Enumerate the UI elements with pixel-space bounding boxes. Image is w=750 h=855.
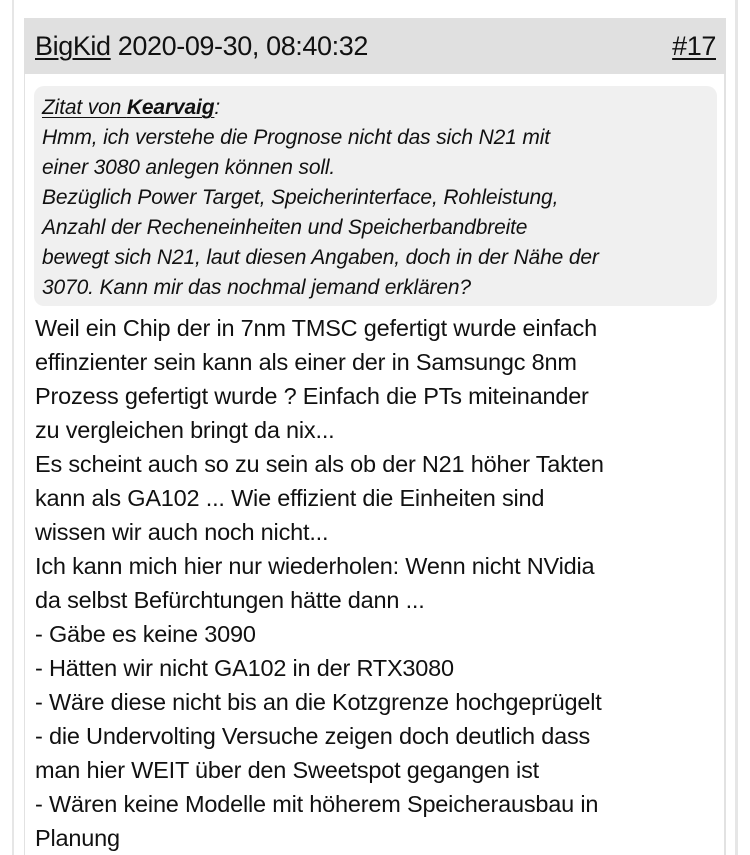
message-line: - Gäbe es keine 3090 — [35, 621, 256, 647]
quote-line: bewegt sich N21, laut diesen Angaben, doch in der Nähe der — [42, 246, 599, 269]
author-link[interactable]: BigKid — [35, 31, 111, 61]
post-body — [24, 74, 726, 855]
quote-line: Bezüglich Power Target, Speicherinterface, Rohleistung, — [42, 186, 559, 209]
message-line: man hier WEIT über den Sweetspot gegangen ist — [35, 757, 539, 783]
message-line: - die Undervolting Versuche zeigen doch deutlich dass — [35, 723, 591, 749]
message-line: - Hätten wir nicht GA102 in der RTX3080 — [35, 655, 454, 681]
message-line: zu vergleichen bringt da nix... — [35, 417, 335, 443]
message-line: Prozess gefertigt wurde ? Einfach die PTs miteinander — [35, 383, 589, 409]
quote-line: Hmm, ich verstehe die Prognose nicht das sich N21 mit — [42, 126, 550, 149]
quote-source-link[interactable] — [42, 96, 214, 119]
message-line: - Wäre diese nicht bis an die Kotzgrenze hochgeprügelt — [35, 689, 602, 715]
post-meta — [35, 30, 368, 62]
message-line: Planung — [35, 825, 120, 851]
message-line: Ich kann mich hier nur wiederholen: Wenn nicht NVidia — [35, 553, 595, 579]
message-line: Es scheint auch so zu sein als ob der N21 höher Takten — [35, 451, 604, 477]
quoted-author: Kearvaig — [126, 96, 215, 119]
quote-line: Anzahl der Recheneinheiten und Speicherbandbreite — [42, 216, 528, 239]
message-line: Weil ein Chip der in 7nm TMSC gefertigt wurde einfach — [35, 315, 597, 341]
post-header — [24, 18, 726, 74]
quote-line: einer 3080 anlegen können soll. — [42, 156, 336, 179]
message-line: effinzienter sein kann als einer der in Samsungc 8nm — [35, 349, 577, 375]
message-line: da selbst Befürchtungen hätte dann ... — [35, 587, 425, 613]
post-timestamp: 2020-09-30, 08:40:32 — [117, 31, 368, 61]
post-number-link[interactable]: #17 — [672, 31, 716, 61]
quote-header — [42, 93, 717, 123]
post-message — [35, 311, 725, 855]
message-line: wissen wir auch noch nicht... — [35, 519, 329, 545]
quote-line: 3070. Kann mir das nochmal jemand erklären? — [42, 276, 471, 299]
message-line: - Wären keine Modelle mit höherem Speicherausbau in — [35, 791, 599, 817]
quote-label-prefix: Zitat von — [42, 96, 127, 119]
quote-box — [34, 86, 717, 306]
message-line: kann als GA102 ... Wie effizient die Einheiten sind — [35, 485, 545, 511]
quote-label-suffix: : — [214, 96, 221, 119]
